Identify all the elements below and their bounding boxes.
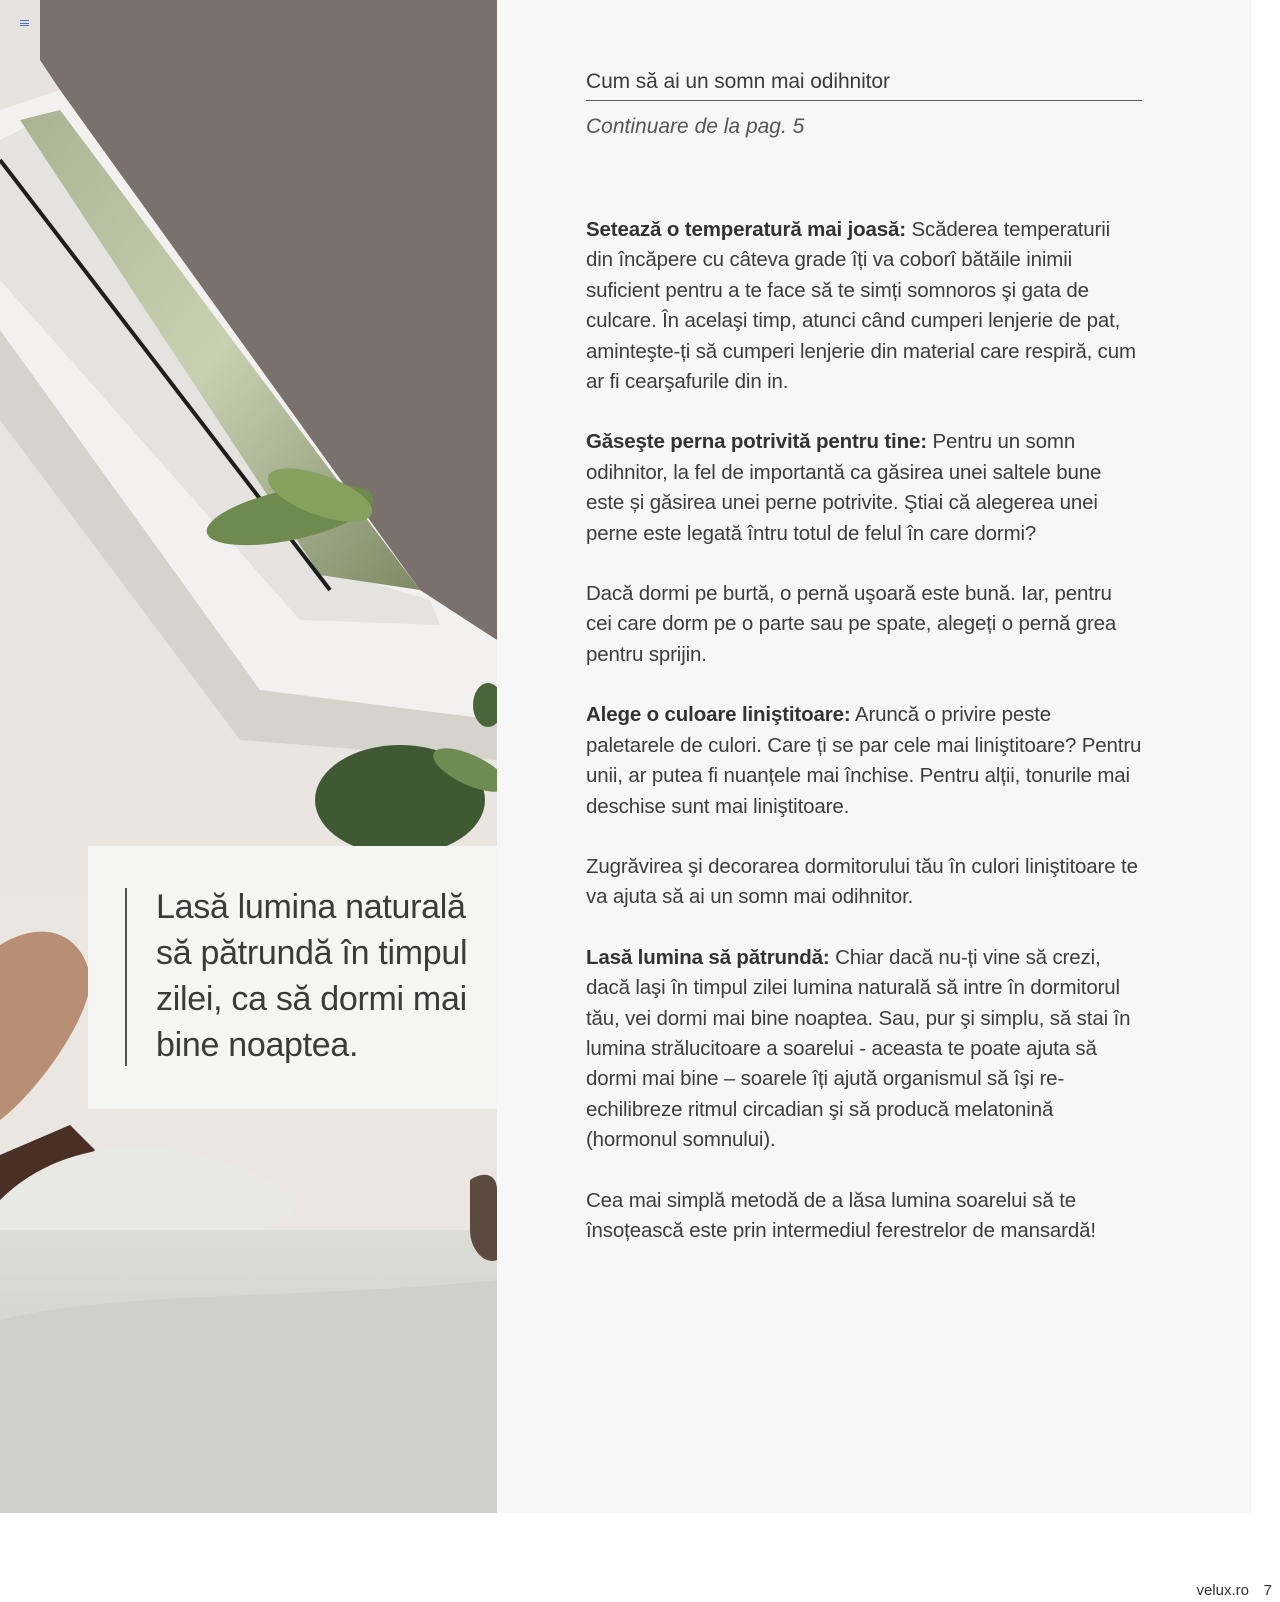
quote-bar xyxy=(125,888,127,1066)
paragraph-text: Cea mai simplă metodă de a lăsa lumina soarelui să te însoțească este prin intermediul ferestrelor de mansardă! xyxy=(586,1188,1096,1242)
paragraph-text: Dacă dormi pe burtă, o pernă uşoară este bună. Iar, pentru cei care dorm pe o parte sau pe spate, alegeți o pernă grea pentru sprijin. xyxy=(586,582,1117,666)
paragraph-pillow xyxy=(586,427,1142,549)
pull-quote-card xyxy=(88,846,497,1109)
article-body xyxy=(586,215,1142,1246)
paragraph-painting xyxy=(586,852,1142,913)
continued-note: Continuare de la pag. 5 xyxy=(586,115,805,138)
paragraph-temperature xyxy=(586,215,1142,397)
site-link[interactable]: velux.ro xyxy=(1196,1582,1249,1599)
paragraph-text: Pentru un somn odihnitor, la fel de importantă ca găsirea unei saltele bune este și găsirea unei perne potrivite. Ştiai că alegerea unei perne este legată întru totul de felul în care dormi? xyxy=(586,430,1102,545)
paragraph-lead: Găseşte perna potrivită pentru tine: xyxy=(586,430,927,454)
paragraph-pillow-type xyxy=(586,579,1142,670)
paragraph-text: Zugrăvirea şi decorarea dormitorului tău în culori liniştitoare te va ajuta să ai un somn mai odihnitor. xyxy=(586,854,1138,909)
paragraph-roof-windows xyxy=(586,1186,1142,1247)
bedroom-photo-illustration xyxy=(0,0,497,1513)
text-panel xyxy=(497,0,1251,1513)
paragraph-lead: Setează o temperatură mai joasă: xyxy=(586,218,906,241)
paragraph-light xyxy=(586,943,1142,1156)
page-number: 7 xyxy=(1263,1582,1272,1599)
paragraph-lead: Alege o culoare liniştitoare: xyxy=(586,703,851,727)
bedroom-photo xyxy=(0,0,497,1513)
section-title: Cum să ai un somn mai odihnitor xyxy=(586,70,1142,101)
paragraph-text: Chiar dacă nu-ți vine să crezi, dacă laşi în timpul zilei lumina naturală să intre în dormitorul tău, vei dormi mai bine noaptea. Sau, pur şi simplu, să stai în lumina strălucitoare a soarelui - aceasta te poate ajuta să dormi mai bine – soarele îți ajută organismul să îşi re-echilibreze ritmul circadian şi să producă melatonină (hormonul somnului). xyxy=(586,945,1131,1152)
paragraph-text: Aruncă o privire peste paletarele de culori. Care ți se par cele mai liniştitoare? Pentru unii, ar putea fi nuanțele mai închise. Pentru alții, tonurile mai deschise sunt mai liniştitoare. xyxy=(586,703,1142,818)
paragraph-color xyxy=(586,700,1142,822)
paragraph-lead: Lasă lumina să pătrundă: xyxy=(586,945,830,969)
menu-icon[interactable] xyxy=(20,20,29,26)
pull-quote: Lasă lumina naturală să pătrundă în timpul zilei, ca să dormi mai bine noaptea. xyxy=(156,888,468,1064)
article xyxy=(586,70,1142,1276)
paragraph-text: Scăderea temperaturii din încăpere cu câteva grade îți va coborî bătăile inimii suficient pentru a te face să te simți somnoros şi gata de culcare. În acelaşi timp, atunci când cumperi lenjerie de pat, aminteşte-ți să cumperi lenjerie din material care respiră, cum ar fi cearşafurile din in. xyxy=(586,218,1136,394)
